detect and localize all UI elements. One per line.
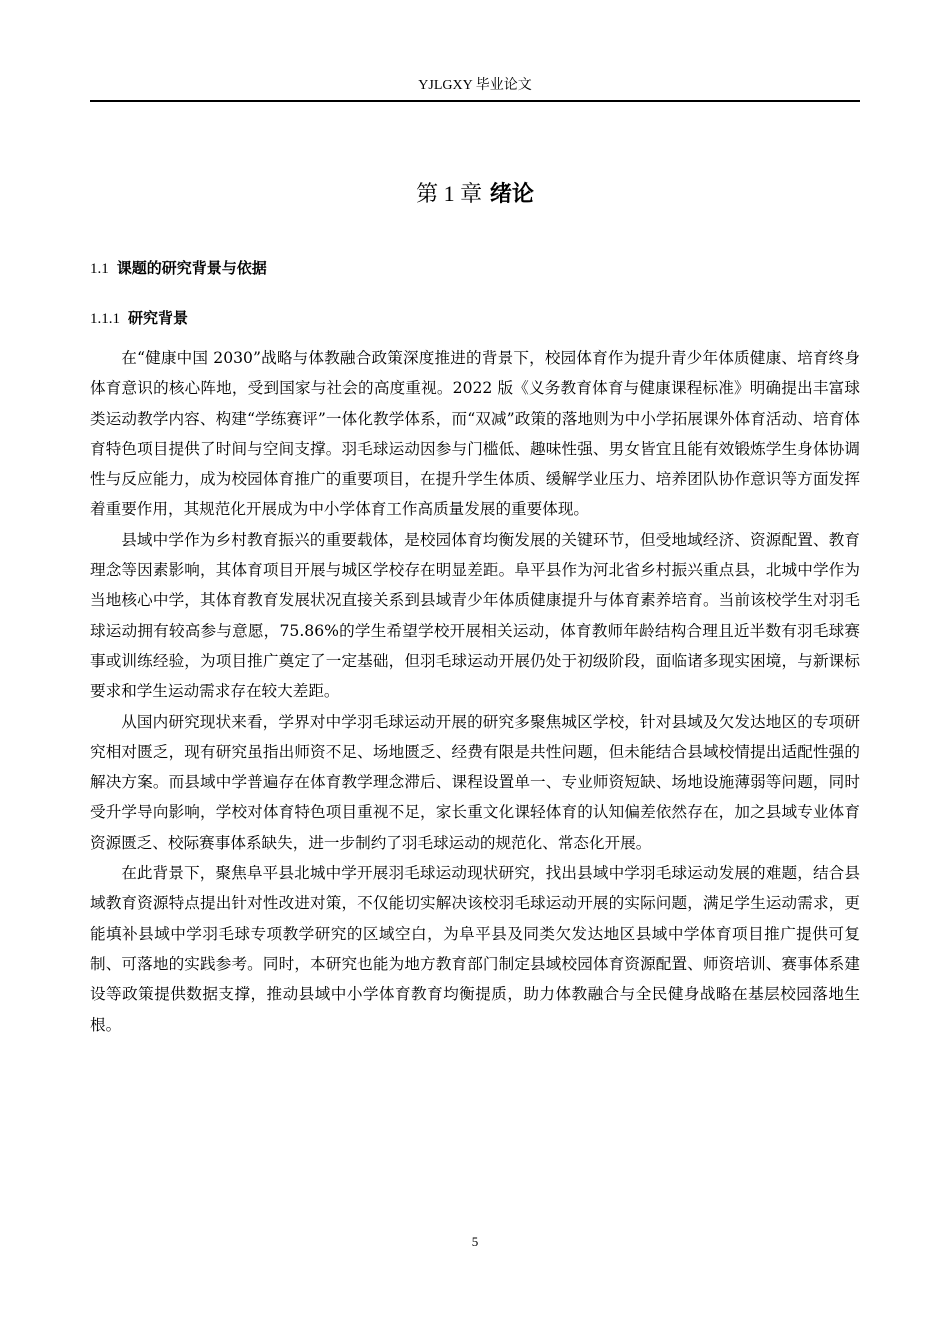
section-heading [90,256,860,281]
section-number: 1.1 [90,261,109,277]
paragraph-3: 从国内研究现状来看，学界对中学羽毛球运动开展的研究多聚焦城区学校，针对县域及欠发达地区的专项研究相对匮乏，现有研究虽指出师资不足、场地匮乏、经费有限是共性问题，但未能结合县域校情提出适配性强的解决方案。而县域中学普遍存在体育教学理念滞后、课程设置单一、专业师资短缺、场地设施薄弱等问题，同时受升学导向影响，学校对体育特色项目重视不足，家长重文化课轻体育的认知偏差依然存在，加之县域专业体育资源匮乏、校际赛事体系缺失，进一步制约了羽毛球运动的规范化、常态化开展。 [90,712,860,852]
subsection-number: 1.1.1 [90,311,120,327]
running-header: YJLGXY 毕业论文 [418,78,532,93]
paragraph-1: 在“健康中国 2030”战略与体教融合政策深度推进的背景下，校园体育作为提升青少年体质健康、培育终身体育意识的核心阵地，受到国家与社会的高度重视。2022 版《义务教育体育与健康课程标准》明确提出丰富球类运动教学内容、构建“学练赛评”一体化教学体系，而“双减”政策的落地则为中小学拓展课外体育活动、培育体育特色项目提供了时间与空间支撑。羽毛球运动因参与门槛低、趣味性强、男女皆宜且能有效锻炼学生身体协调性与反应能力，成为校园体育推广的重要项目，在提升学生体质、缓解学业压力、培养团队协作意识等方面发挥着重要作用，其规范化开展成为中小学体育工作高质量发展的重要体现。 [90,349,860,519]
page-number: 5 [471,1234,479,1249]
chapter-number: 第 1 章 [416,181,483,206]
header-rule [90,100,860,102]
chapter-name: 绪论 [489,182,534,207]
body-text [90,343,860,1040]
paragraph-2: 县域中学作为乡村教育振兴的重要载体，是校园体育均衡发展的关键环节，但受地域经济、资源配置、教育理念等因素影响，其体育项目开展与城区学校存在明显差距。阜平县作为河北省乡村振兴重点县，北城中学作为当地核心中学，其体育教育发展状况直接关系到县域青少年体质健康提升与体育素养培育。当前该校学生对羽毛球运动拥有较高参与意愿，75.86%的学生希望学校开展相关运动，体育教师年龄结构合理且近半数有羽毛球赛事或训练经验，为项目推广奠定了一定基础，但羽毛球运动开展仍处于初级阶段，面临诸多现实困境，与新课标要求和学生运动需求存在较大差距。 [90,530,860,701]
subsection-heading [90,306,860,331]
chapter-title [90,176,860,213]
section-title: 课题的研究背景与依据 [116,259,267,277]
subsection-title: 研究背景 [128,309,189,327]
paragraph-4: 在此背景下，聚焦阜平县北城中学开展羽毛球运动现状研究，找出县域中学羽毛球运动发展的难题，结合县域教育资源特点提出针对性改进对策，不仅能切实解决该校羽毛球运动开展的实际问题，满足学生运动需求，更能填补县域中学羽毛球专项教学研究的区域空白，为阜平县及同类欠发达地区县域中学体育项目推广提供可复制、可落地的实践参考。同时，本研究也能为地方教育部门制定县域校园体育资源配置、师资培训、赛事体系建设等政策提供数据支撑，推动县域中小学体育教育均衡提质，助力体教融合与全民健身战略在基层校园落地生根。 [90,864,860,1034]
